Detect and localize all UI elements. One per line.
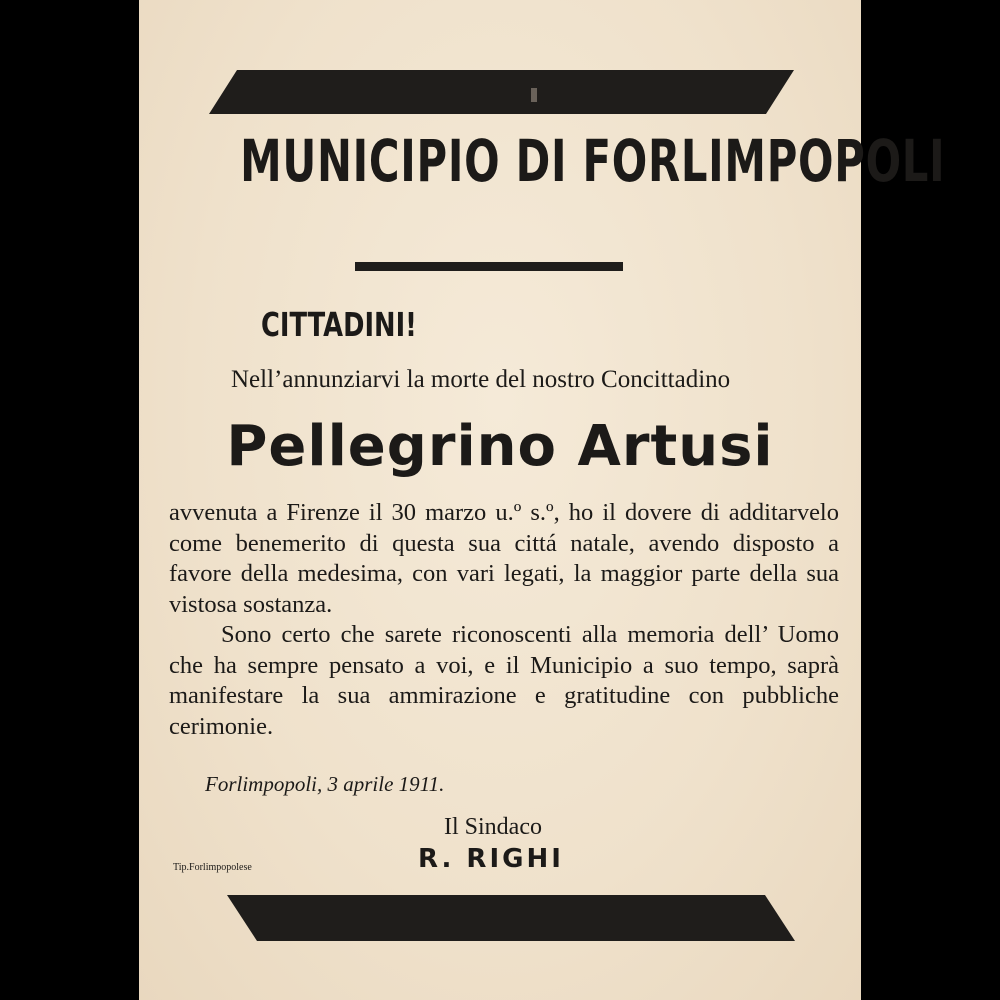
- paragraph-1: avvenuta a Firenze il 30 marzo u.º s.º, ho il dovere di additarvelo come benemerito di questa sua cittá natale, avendo disposto a favore della medesima, con vari legati, la maggior parte della sua vistosa sostanza.: [169, 499, 839, 618]
- deceased-name: Pellegrino Artusi: [226, 414, 774, 479]
- band-mark: [531, 88, 537, 102]
- poster: [139, 0, 946, 1000]
- top-decorative-band: [209, 70, 794, 114]
- bottom-decorative-band: [227, 895, 795, 941]
- mayor-name: R. RIGHI: [418, 844, 564, 874]
- place-date: Forlimpopoli, 3 aprile 1911.: [205, 772, 445, 796]
- intro-line: Nell’annunziarvi la morte del nostro Concittadino: [231, 366, 731, 393]
- title-underline: [355, 262, 623, 271]
- announcement-body: [169, 498, 839, 742]
- greeting: CITTADINI!: [261, 305, 417, 344]
- printer-credit: Tip.Forlimpopolese: [173, 862, 252, 873]
- page-title: MUNICIPIO DI FORLIMPOPOLI: [240, 127, 946, 195]
- paragraph-2: Sono certo che sarete riconoscenti alla memoria dell’ Uomo che ha sempre pensato a voi, e il Municipio a suo tempo, saprà manifestare la sua ammirazione e gratitudine con pubbliche cerimonie.: [169, 621, 839, 740]
- mayor-title: Il Sindaco: [444, 814, 542, 840]
